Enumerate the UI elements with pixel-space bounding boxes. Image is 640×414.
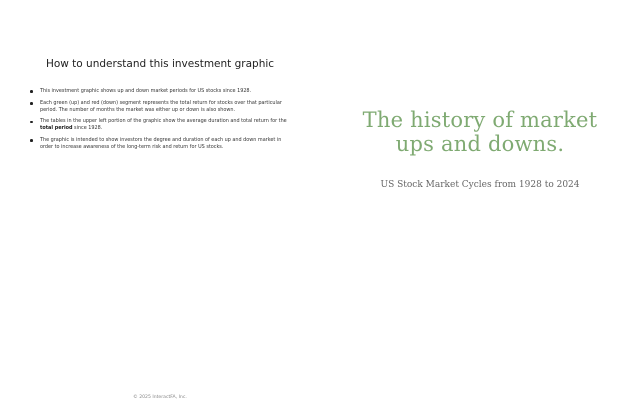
bullet-icon: [30, 90, 33, 93]
bullet-icon: [30, 121, 33, 124]
instruction-item: [30, 137, 292, 151]
instruction-text-tail: since 1928.: [72, 125, 103, 132]
instruction-text: The graphic is intended to show investors the degree and duration of each up and down market in order to increase awareness of the long-term risk and return for US stocks.: [40, 136, 282, 150]
instructions-list: [30, 88, 292, 156]
instruction-text: Each green (up) and red (down) segment represents the total return for stocks over that particular period. The number of months the market was either up or down is also shown.: [40, 99, 282, 113]
instruction-item: [30, 88, 292, 95]
instruction-item: [30, 118, 292, 132]
cover-title: [320, 108, 640, 156]
cover-title-line-2: ups and downs.: [395, 132, 565, 156]
cover-page: [320, 0, 640, 414]
instruction-item: [30, 100, 292, 114]
instruction-bold-text: total period: [40, 125, 73, 132]
instruction-text: This investment graphic shows up and down market periods for US stocks since 1928.: [40, 88, 252, 94]
copyright-notice: © 2025 InteractFA, Inc.: [133, 395, 187, 400]
cover-subtitle: US Stock Market Cycles from 1928 to 2024: [380, 180, 580, 190]
instruction-text: The tables in the upper left portion of the graphic show the average duration and total return for the: [40, 118, 287, 125]
bullet-icon: [30, 139, 33, 142]
cover-title-line-1: The history of market: [362, 108, 598, 132]
bullet-icon: [30, 102, 33, 105]
instructions-heading: How to understand this investment graphic: [45, 58, 275, 70]
